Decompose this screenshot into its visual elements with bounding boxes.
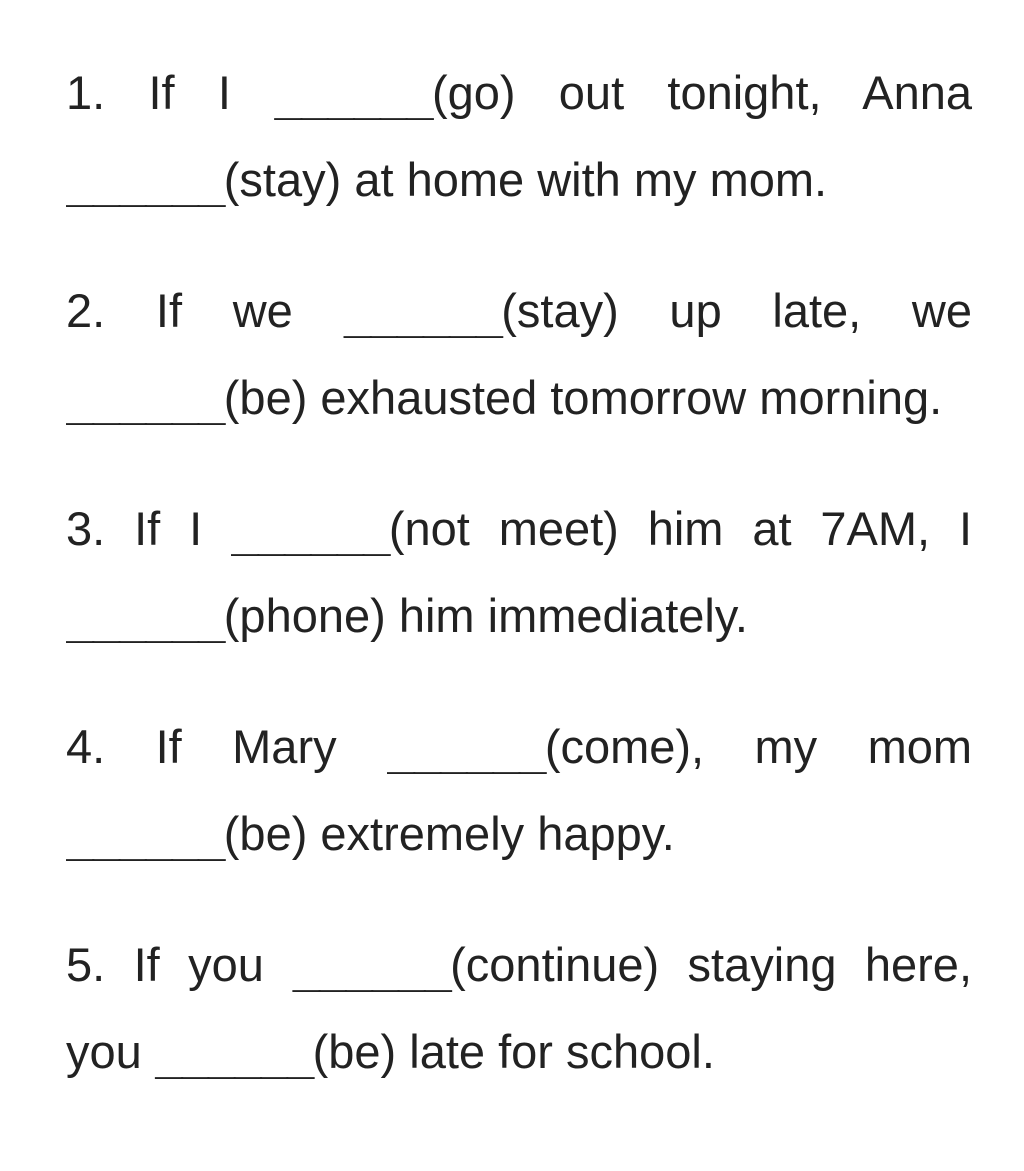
- exercise-item-4: [66, 704, 972, 878]
- answer-blank-1a[interactable]: ______: [274, 66, 432, 121]
- answer-blank-3b[interactable]: ______: [66, 589, 224, 644]
- item-text: (be) extremely happy.: [223, 807, 675, 860]
- item-text: If you: [133, 938, 264, 991]
- item-text: (not meet) him at 7AM, I: [388, 502, 973, 555]
- answer-blank-4b[interactable]: ______: [66, 807, 224, 862]
- exercise-item-1: [66, 50, 972, 224]
- answer-blank-2a[interactable]: ______: [343, 284, 502, 339]
- item-text: If I: [134, 502, 203, 555]
- item-number: 3.: [66, 502, 106, 555]
- item-text: (stay) up late, we: [501, 284, 972, 337]
- answer-blank-5a[interactable]: ______: [292, 938, 451, 993]
- item-number: 4.: [66, 720, 106, 773]
- exercise-list: [66, 50, 972, 1096]
- item-text: (be) exhausted tomorrow morning.: [223, 371, 943, 424]
- exercise-item-5: [66, 922, 972, 1096]
- exercise-item-3: [66, 486, 972, 660]
- item-number: 5.: [66, 938, 106, 991]
- item-text: (come), my mom: [544, 720, 973, 773]
- answer-blank-4a[interactable]: ______: [387, 720, 545, 775]
- item-text: If we: [155, 284, 293, 337]
- item-number: 2.: [66, 284, 106, 337]
- answer-blank-5b[interactable]: ______: [154, 1025, 313, 1080]
- item-number: 1.: [66, 66, 106, 119]
- answer-blank-3a[interactable]: ______: [231, 502, 389, 557]
- item-text: (go) out tonight, Anna: [431, 66, 972, 119]
- item-text: If Mary: [155, 720, 337, 773]
- answer-blank-1b[interactable]: ______: [66, 153, 224, 208]
- answer-blank-2b[interactable]: ______: [66, 371, 224, 426]
- item-text: (stay) at home with my mom.: [223, 153, 828, 206]
- item-text: If I: [148, 66, 231, 119]
- item-text: (continue) staying here, you: [66, 938, 973, 1078]
- exercise-item-2: [66, 268, 972, 442]
- item-text: (be) late for school.: [312, 1025, 715, 1078]
- item-text: (phone) him immediately.: [223, 589, 748, 642]
